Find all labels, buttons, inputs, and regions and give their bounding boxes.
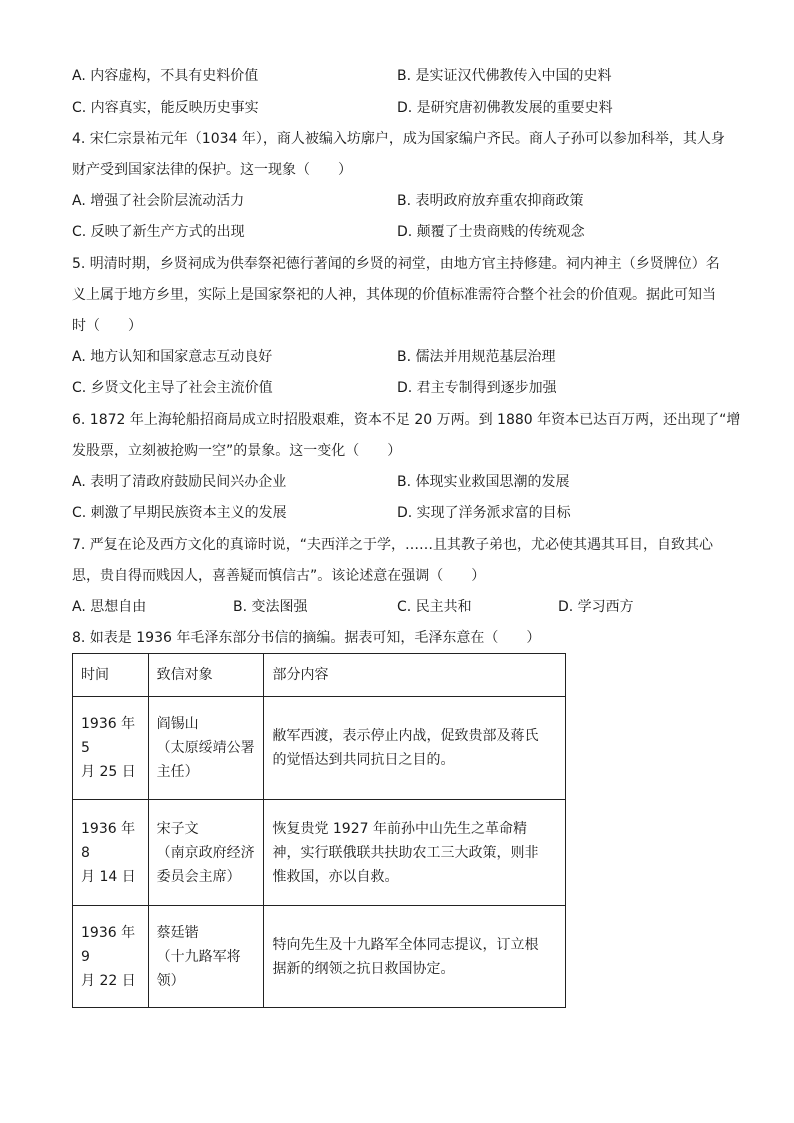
cell-line: 月 25 日 bbox=[81, 764, 136, 780]
cell-date bbox=[73, 697, 149, 800]
table-header-date: 时间 bbox=[73, 654, 149, 697]
q5-stem-line-1: 5. 明清时期，乡贤祠成为供奉祭祀德行著闻的乡贤的祠堂，由地方官主持修建。祠内神主（乡贤牌位）名 bbox=[72, 256, 720, 272]
q5-option-c[interactable]: C. 乡贤文化主导了社会主流价值 bbox=[72, 380, 273, 396]
q6-option-d[interactable]: D. 实现了洋务派求富的目标 bbox=[397, 505, 571, 521]
q5-option-d[interactable]: D. 君主专制得到逐步加强 bbox=[397, 380, 557, 396]
q4-option-d[interactable]: D. 颠覆了士贵商贱的传统观念 bbox=[397, 224, 585, 240]
q7-stem-line-2: 思，贵自得而贱因人，喜善疑而慎信古”。该论述意在强调（ ） bbox=[72, 568, 486, 584]
q6-option-b[interactable]: B. 体现实业救国思潮的发展 bbox=[397, 474, 570, 490]
q6-option-a[interactable]: A. 表明了清政府鼓励民间兴办企业 bbox=[72, 474, 287, 490]
q7-option-c[interactable]: C. 民主共和 bbox=[397, 599, 472, 615]
q4-option-a[interactable]: A. 增强了社会阶层流动活力 bbox=[72, 193, 245, 209]
q4-option-b[interactable]: B. 表明政府放弃重农抑商政策 bbox=[397, 193, 584, 209]
cell-recipient bbox=[148, 906, 264, 1008]
q5-option-a[interactable]: A. 地方认知和国家意志互动良好 bbox=[72, 349, 273, 365]
cell-line: 特向先生及十九路军全体同志提议，订立根 bbox=[272, 936, 539, 953]
cell-line: 1936 年 8 bbox=[81, 820, 136, 861]
cell-line: 恢复贵党 1927 年前孙中山先生之革命精 bbox=[272, 820, 527, 837]
cell-date bbox=[73, 906, 149, 1008]
option-a[interactable]: A. 内容虚构，不具有史料价值 bbox=[72, 68, 259, 84]
q6-stem-line-2: 发股票，立刻被抢购一空”的景象。这一变化（ ） bbox=[72, 443, 402, 459]
q5-options-row-1 bbox=[72, 347, 732, 367]
cell-recipient bbox=[148, 697, 264, 800]
q7-option-a[interactable]: A. 思想自由 bbox=[72, 599, 147, 615]
prev-question-options-row-1 bbox=[72, 66, 732, 86]
q7-option-d[interactable]: D. 学习西方 bbox=[558, 599, 634, 615]
q5-stem-line-2: 义上属于地方乡里，实际上是国家祭祀的人神，其体现的价值标准需符合整个社会的价值观。据此可知当 bbox=[72, 287, 716, 303]
cell-line: 阎锡山 bbox=[156, 716, 199, 732]
table-row bbox=[73, 800, 566, 906]
prev-question-options-row-2 bbox=[72, 98, 732, 118]
q7-options-row bbox=[72, 597, 732, 617]
cell-content bbox=[264, 697, 566, 800]
q6-options-row-2 bbox=[72, 503, 732, 523]
q6-option-c[interactable]: C. 刺激了早期民族资本主义的发展 bbox=[72, 505, 287, 521]
q8-stem-line-1: 8. 如表是 1936 年毛泽东部分书信的摘编。据表可知，毛泽东意在（ ） bbox=[72, 630, 541, 646]
cell-line: 的觉悟达到共同抗日之目的。 bbox=[272, 752, 455, 768]
cell-line: 惟救国，亦以自救。 bbox=[272, 868, 399, 885]
cell-line: 领） bbox=[156, 972, 185, 989]
table-header-recipient: 致信对象 bbox=[148, 654, 264, 697]
q4-option-c[interactable]: C. 反映了新生产方式的出现 bbox=[72, 224, 245, 240]
cell-line: 宋子文 bbox=[156, 820, 199, 837]
option-b[interactable]: B. 是实证汉代佛教传入中国的史料 bbox=[397, 68, 612, 84]
cell-line: 主任） bbox=[156, 764, 199, 780]
option-c[interactable]: C. 内容真实，能反映历史事实 bbox=[72, 100, 259, 116]
cell-content bbox=[264, 800, 566, 906]
cell-line: （南京政府经济 bbox=[156, 844, 255, 861]
cell-recipient bbox=[148, 800, 264, 906]
cell-line: 月 14 日 bbox=[81, 868, 136, 885]
table-header-content: 部分内容 bbox=[264, 654, 566, 697]
cell-line: 1936 年 5 bbox=[81, 716, 136, 756]
q4-options-row-2 bbox=[72, 222, 732, 242]
cell-line: 蔡廷锴 bbox=[156, 924, 199, 941]
cell-content bbox=[264, 906, 566, 1008]
q5-stem-line-3: 时（ ） bbox=[72, 318, 142, 334]
cell-line: 委员会主席） bbox=[156, 868, 241, 885]
cell-line: （太原绥靖公署 bbox=[156, 740, 255, 756]
q5-option-b[interactable]: B. 儒法并用规范基层治理 bbox=[397, 349, 556, 365]
mao-letters-table bbox=[72, 653, 566, 1008]
cell-line: 据新的纲领之抗日救国协定。 bbox=[272, 960, 455, 977]
cell-date bbox=[73, 800, 149, 906]
q6-stem-line-1: 6. 1872 年上海轮船招商局成立时招股艰难，资本不足 20 万两。到 1880 年资本已达百万两，还出现了“增 bbox=[72, 412, 741, 428]
table-row bbox=[73, 697, 566, 800]
q4-options-row-1 bbox=[72, 191, 732, 211]
cell-line: 神，实行联俄联共扶助农工三大政策，则非 bbox=[272, 844, 539, 861]
table-header-row bbox=[73, 654, 566, 697]
option-d[interactable]: D. 是研究唐初佛教发展的重要史料 bbox=[397, 100, 613, 116]
q4-stem-line-1: 4. 宋仁宗景祐元年（1034 年），商人被编入坊廓户，成为国家编户齐民。商人子孙可以参加科举，其人身 bbox=[72, 131, 725, 147]
q7-stem-line-1: 7. 严复在论及西方文化的真谛时说，“夫西洋之于学，……且其教子弟也，尤必使其遇其耳目，自致其心 bbox=[72, 537, 714, 553]
q6-options-row-1 bbox=[72, 472, 732, 492]
table-row bbox=[73, 906, 566, 1008]
cell-line: 1936 年 9 bbox=[81, 924, 136, 965]
q4-stem-line-2: 财产受到国家法律的保护。这一现象（ ） bbox=[72, 162, 352, 178]
q5-options-row-2 bbox=[72, 378, 732, 398]
cell-line: 敝军西渡，表示停止内战，促致贵部及蒋氏 bbox=[272, 728, 539, 744]
cell-line: 月 22 日 bbox=[81, 972, 136, 989]
cell-line: （十九路军将 bbox=[156, 948, 241, 965]
q7-option-b[interactable]: B. 变法图强 bbox=[233, 599, 308, 615]
